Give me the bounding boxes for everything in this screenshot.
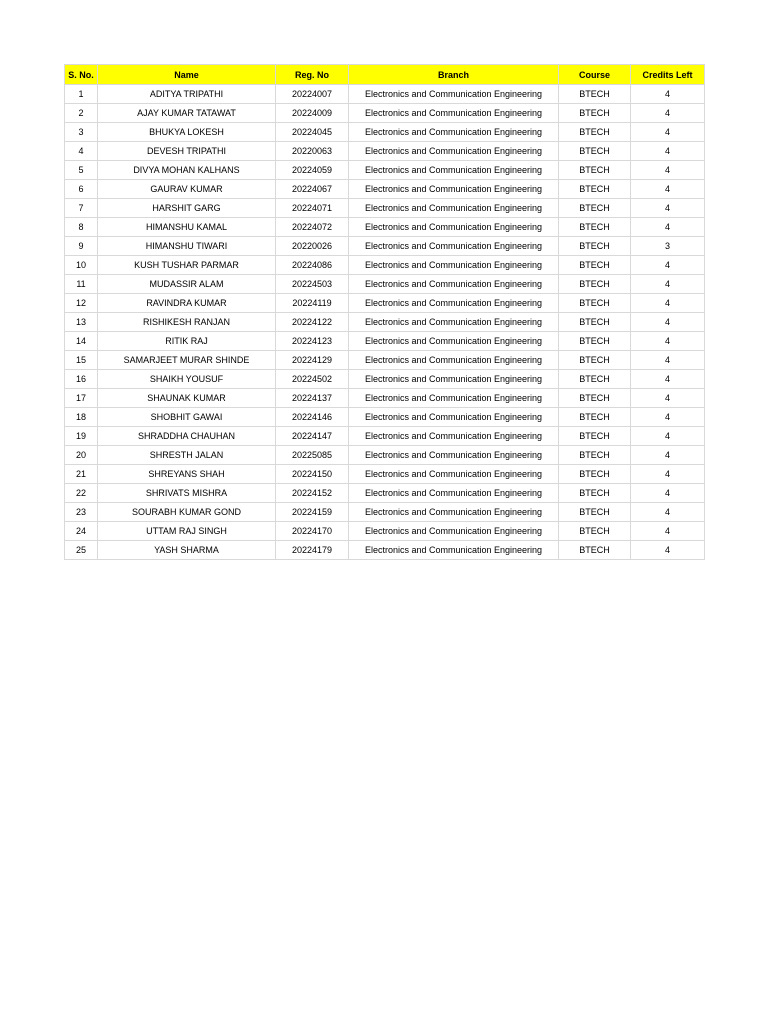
table-header-row (65, 65, 705, 85)
course-cell: BTECH (559, 522, 631, 541)
branch-cell: Electronics and Communication Engineering (349, 142, 559, 161)
course-cell: BTECH (559, 275, 631, 294)
student-credits-sheet (64, 64, 704, 560)
serial-number-cell: 9 (65, 237, 98, 256)
course-cell: BTECH (559, 104, 631, 123)
table-row (65, 294, 705, 313)
registration-number-cell: 20224122 (276, 313, 349, 332)
credits-left-cell: 4 (631, 484, 705, 503)
registration-number-cell: 20224086 (276, 256, 349, 275)
credits-left-cell: 4 (631, 389, 705, 408)
course-cell: BTECH (559, 237, 631, 256)
table-row (65, 446, 705, 465)
course-cell: BTECH (559, 503, 631, 522)
registration-number-cell: 20224150 (276, 465, 349, 484)
registration-number-cell: 20220063 (276, 142, 349, 161)
branch-cell: Electronics and Communication Engineering (349, 218, 559, 237)
credits-left-cell: 4 (631, 85, 705, 104)
course-cell: BTECH (559, 85, 631, 104)
table-row (65, 465, 705, 484)
credits-left-cell: 4 (631, 541, 705, 560)
credits-left-cell: 4 (631, 256, 705, 275)
name-cell: ADITYA TRIPATHI (98, 85, 276, 104)
student-credits-table (64, 64, 705, 560)
course-cell: BTECH (559, 465, 631, 484)
credits-left-cell: 4 (631, 142, 705, 161)
course-cell: BTECH (559, 408, 631, 427)
branch-cell: Electronics and Communication Engineering (349, 180, 559, 199)
registration-number-cell: 20224179 (276, 541, 349, 560)
branch-cell: Electronics and Communication Engineering (349, 465, 559, 484)
table-row (65, 275, 705, 294)
table-row (65, 332, 705, 351)
serial-number-cell: 11 (65, 275, 98, 294)
registration-number-cell: 20220026 (276, 237, 349, 256)
header-registration-number: Reg. No (276, 65, 349, 85)
branch-cell: Electronics and Communication Engineering (349, 123, 559, 142)
registration-number-cell: 20224007 (276, 85, 349, 104)
credits-left-cell: 4 (631, 199, 705, 218)
serial-number-cell: 4 (65, 142, 98, 161)
course-cell: BTECH (559, 142, 631, 161)
serial-number-cell: 8 (65, 218, 98, 237)
credits-left-cell: 4 (631, 161, 705, 180)
course-cell: BTECH (559, 389, 631, 408)
course-cell: BTECH (559, 161, 631, 180)
name-cell: SHRADDHA CHAUHAN (98, 427, 276, 446)
table-row (65, 313, 705, 332)
course-cell: BTECH (559, 484, 631, 503)
branch-cell: Electronics and Communication Engineering (349, 541, 559, 560)
name-cell: SAMARJEET MURAR SHINDE (98, 351, 276, 370)
registration-number-cell: 20224146 (276, 408, 349, 427)
header-branch: Branch (349, 65, 559, 85)
credits-left-cell: 4 (631, 123, 705, 142)
table-row (65, 218, 705, 237)
serial-number-cell: 25 (65, 541, 98, 560)
credits-left-cell: 4 (631, 465, 705, 484)
table-row (65, 104, 705, 123)
credits-left-cell: 4 (631, 275, 705, 294)
registration-number-cell: 20224159 (276, 503, 349, 522)
serial-number-cell: 16 (65, 370, 98, 389)
branch-cell: Electronics and Communication Engineering (349, 313, 559, 332)
branch-cell: Electronics and Communication Engineering (349, 370, 559, 389)
serial-number-cell: 6 (65, 180, 98, 199)
name-cell: UTTAM RAJ SINGH (98, 522, 276, 541)
branch-cell: Electronics and Communication Engineering (349, 161, 559, 180)
credits-left-cell: 4 (631, 503, 705, 522)
serial-number-cell: 13 (65, 313, 98, 332)
branch-cell: Electronics and Communication Engineering (349, 256, 559, 275)
registration-number-cell: 20224137 (276, 389, 349, 408)
serial-number-cell: 18 (65, 408, 98, 427)
name-cell: SHRESTH JALAN (98, 446, 276, 465)
branch-cell: Electronics and Communication Engineering (349, 85, 559, 104)
table-row (65, 199, 705, 218)
name-cell: HIMANSHU KAMAL (98, 218, 276, 237)
name-cell: RAVINDRA KUMAR (98, 294, 276, 313)
registration-number-cell: 20224072 (276, 218, 349, 237)
branch-cell: Electronics and Communication Engineering (349, 351, 559, 370)
name-cell: HIMANSHU TIWARI (98, 237, 276, 256)
registration-number-cell: 20224502 (276, 370, 349, 389)
table-row (65, 408, 705, 427)
course-cell: BTECH (559, 180, 631, 199)
registration-number-cell: 20224009 (276, 104, 349, 123)
serial-number-cell: 1 (65, 85, 98, 104)
table-row (65, 541, 705, 560)
credits-left-cell: 4 (631, 446, 705, 465)
branch-cell: Electronics and Communication Engineering (349, 408, 559, 427)
course-cell: BTECH (559, 313, 631, 332)
table-row (65, 503, 705, 522)
registration-number-cell: 20224119 (276, 294, 349, 313)
branch-cell: Electronics and Communication Engineering (349, 522, 559, 541)
credits-left-cell: 4 (631, 218, 705, 237)
credits-left-cell: 4 (631, 370, 705, 389)
serial-number-cell: 5 (65, 161, 98, 180)
serial-number-cell: 2 (65, 104, 98, 123)
name-cell: HARSHIT GARG (98, 199, 276, 218)
registration-number-cell: 20224045 (276, 123, 349, 142)
name-cell: KUSH TUSHAR PARMAR (98, 256, 276, 275)
course-cell: BTECH (559, 199, 631, 218)
name-cell: YASH SHARMA (98, 541, 276, 560)
header-name: Name (98, 65, 276, 85)
name-cell: DEVESH TRIPATHI (98, 142, 276, 161)
serial-number-cell: 20 (65, 446, 98, 465)
table-row (65, 427, 705, 446)
table-row (65, 522, 705, 541)
branch-cell: Electronics and Communication Engineering (349, 503, 559, 522)
registration-number-cell: 20224123 (276, 332, 349, 351)
registration-number-cell: 20224071 (276, 199, 349, 218)
table-row (65, 256, 705, 275)
serial-number-cell: 21 (65, 465, 98, 484)
table-body (65, 85, 705, 560)
registration-number-cell: 20224129 (276, 351, 349, 370)
serial-number-cell: 10 (65, 256, 98, 275)
name-cell: SOURABH KUMAR GOND (98, 503, 276, 522)
credits-left-cell: 4 (631, 294, 705, 313)
serial-number-cell: 3 (65, 123, 98, 142)
name-cell: DIVYA MOHAN KALHANS (98, 161, 276, 180)
registration-number-cell: 20224067 (276, 180, 349, 199)
branch-cell: Electronics and Communication Engineering (349, 294, 559, 313)
name-cell: SHAIKH YOUSUF (98, 370, 276, 389)
name-cell: AJAY KUMAR TATAWAT (98, 104, 276, 123)
header-credits-left: Credits Left (631, 65, 705, 85)
registration-number-cell: 20224152 (276, 484, 349, 503)
table-row (65, 85, 705, 104)
registration-number-cell: 20224147 (276, 427, 349, 446)
branch-cell: Electronics and Communication Engineering (349, 199, 559, 218)
course-cell: BTECH (559, 332, 631, 351)
registration-number-cell: 20224059 (276, 161, 349, 180)
serial-number-cell: 7 (65, 199, 98, 218)
branch-cell: Electronics and Communication Engineering (349, 446, 559, 465)
serial-number-cell: 24 (65, 522, 98, 541)
branch-cell: Electronics and Communication Engineering (349, 427, 559, 446)
name-cell: SHREYANS SHAH (98, 465, 276, 484)
name-cell: SHRIVATS MISHRA (98, 484, 276, 503)
name-cell: MUDASSIR ALAM (98, 275, 276, 294)
course-cell: BTECH (559, 351, 631, 370)
course-cell: BTECH (559, 427, 631, 446)
header-serial-number: S. No. (65, 65, 98, 85)
registration-number-cell: 20224170 (276, 522, 349, 541)
serial-number-cell: 22 (65, 484, 98, 503)
table-row (65, 484, 705, 503)
branch-cell: Electronics and Communication Engineering (349, 237, 559, 256)
credits-left-cell: 4 (631, 408, 705, 427)
header-course: Course (559, 65, 631, 85)
serial-number-cell: 17 (65, 389, 98, 408)
credits-left-cell: 4 (631, 104, 705, 123)
table-row (65, 389, 705, 408)
course-cell: BTECH (559, 446, 631, 465)
branch-cell: Electronics and Communication Engineering (349, 484, 559, 503)
course-cell: BTECH (559, 123, 631, 142)
table-row (65, 161, 705, 180)
credits-left-cell: 4 (631, 313, 705, 332)
credits-left-cell: 4 (631, 351, 705, 370)
table-row (65, 123, 705, 142)
branch-cell: Electronics and Communication Engineering (349, 332, 559, 351)
credits-left-cell: 4 (631, 427, 705, 446)
course-cell: BTECH (559, 256, 631, 275)
table-row (65, 142, 705, 161)
name-cell: RISHIKESH RANJAN (98, 313, 276, 332)
table-row (65, 351, 705, 370)
branch-cell: Electronics and Communication Engineering (349, 104, 559, 123)
branch-cell: Electronics and Communication Engineering (349, 275, 559, 294)
serial-number-cell: 12 (65, 294, 98, 313)
registration-number-cell: 20225085 (276, 446, 349, 465)
name-cell: SHOBHIT GAWAI (98, 408, 276, 427)
course-cell: BTECH (559, 370, 631, 389)
course-cell: BTECH (559, 218, 631, 237)
name-cell: RITIK RAJ (98, 332, 276, 351)
credits-left-cell: 4 (631, 180, 705, 199)
table-row (65, 180, 705, 199)
credits-left-cell: 3 (631, 237, 705, 256)
registration-number-cell: 20224503 (276, 275, 349, 294)
course-cell: BTECH (559, 294, 631, 313)
serial-number-cell: 14 (65, 332, 98, 351)
course-cell: BTECH (559, 541, 631, 560)
table-row (65, 237, 705, 256)
serial-number-cell: 23 (65, 503, 98, 522)
credits-left-cell: 4 (631, 522, 705, 541)
name-cell: SHAUNAK KUMAR (98, 389, 276, 408)
name-cell: BHUKYA LOKESH (98, 123, 276, 142)
branch-cell: Electronics and Communication Engineering (349, 389, 559, 408)
table-row (65, 370, 705, 389)
serial-number-cell: 15 (65, 351, 98, 370)
name-cell: GAURAV KUMAR (98, 180, 276, 199)
serial-number-cell: 19 (65, 427, 98, 446)
credits-left-cell: 4 (631, 332, 705, 351)
